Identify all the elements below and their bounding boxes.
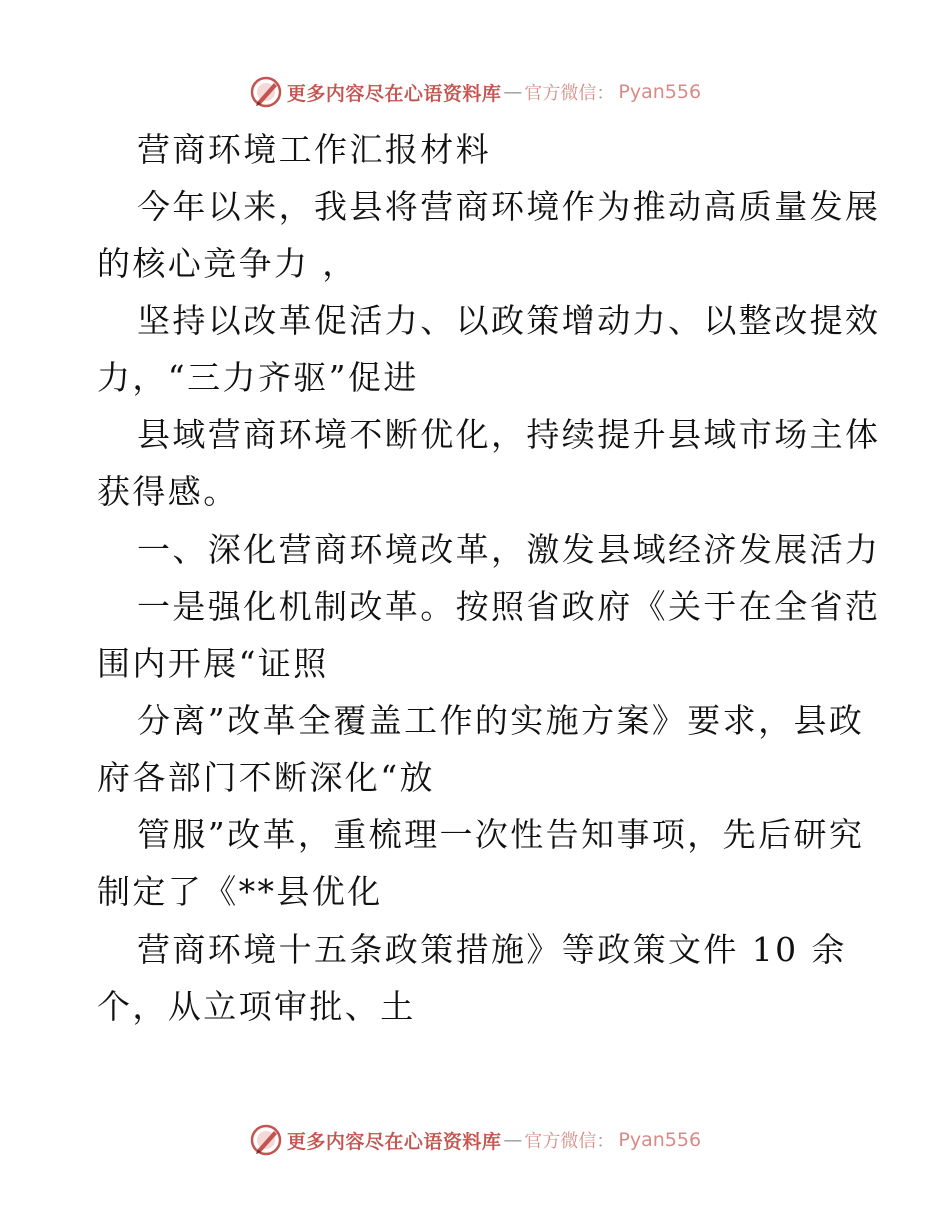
watermark-separator: —: [503, 81, 523, 103]
watermark-wechat-label: 官方微信: [524, 1131, 597, 1152]
paragraph-line: 府各部门不断深化“放: [97, 758, 435, 797]
watermark-wechat-id: Pyan556: [618, 1129, 702, 1151]
paragraph-line: 获得感。: [97, 472, 239, 511]
pen-logo-icon: [249, 75, 283, 109]
paragraph-line: 围内开展“证照: [97, 644, 329, 683]
document-title: 营商环境工作汇报材料: [137, 130, 491, 169]
watermark-colon: ：: [596, 1131, 615, 1152]
paragraph-line: 营商环境十五条政策措施》等政策文件 10 余: [137, 930, 847, 969]
paragraph-line: 县域营商环境不断优化，持续提升县域市场主体: [137, 415, 881, 454]
watermark-text: 更多内容尽在心语资料库: [286, 82, 502, 105]
paragraph-line: 分离”改革全覆盖工作的实施方案》要求，县政: [137, 701, 865, 740]
paragraph-line: 个，从立项审批、土: [97, 987, 416, 1026]
watermark-header: [0, 72, 950, 112]
watermark-colon: ：: [596, 83, 615, 104]
paragraph-line: 一是强化机制改革。按照省政府《关于在全省范: [137, 587, 881, 626]
pen-logo-icon: [249, 1123, 283, 1157]
paragraph-line: 的核心竞争力 ，: [97, 244, 358, 283]
paragraph-line: 坚持以改革促活力、以政策增动力、以整改提效: [137, 301, 881, 340]
watermark-wechat-label: 官方微信: [524, 83, 597, 104]
paragraph-line: 管服”改革，重梳理一次性告知事项，先后研究: [137, 815, 865, 854]
paragraph-line: 力，“三力齐驱”促进: [97, 358, 419, 397]
watermark-text: 更多内容尽在心语资料库: [286, 1130, 502, 1153]
section-heading: 一、深化营商环境改革，激发县域经济发展活力: [137, 530, 881, 569]
watermark-separator: —: [503, 1129, 523, 1151]
paragraph-line: 制定了《**县优化: [97, 872, 383, 911]
paragraph-line: 今年以来，我县将营商环境作为推动高质量发展: [137, 187, 881, 226]
watermark-footer: [0, 1120, 950, 1160]
watermark-wechat-id: Pyan556: [618, 81, 702, 103]
